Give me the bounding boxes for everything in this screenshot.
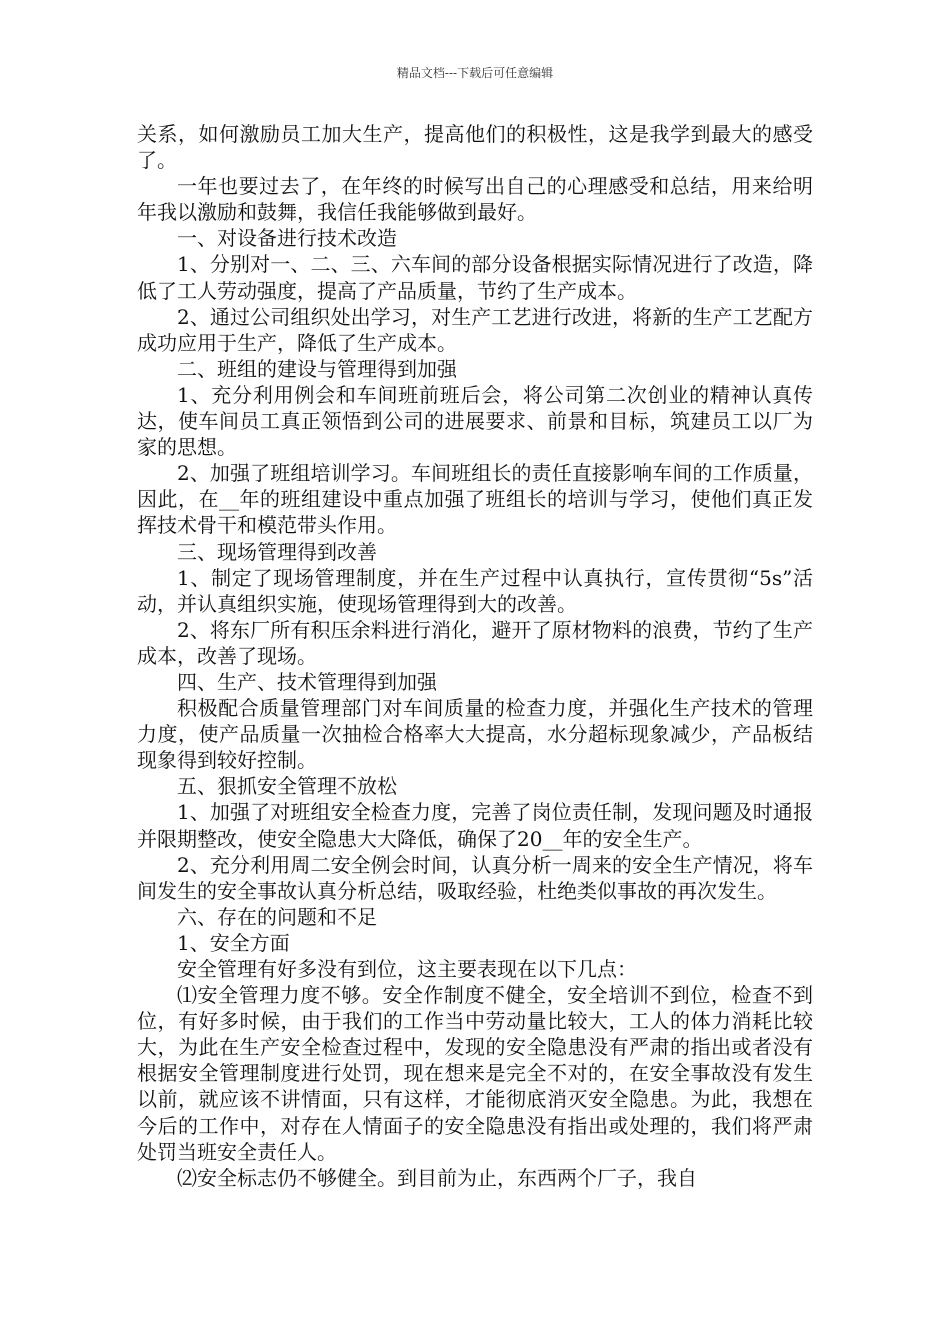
paragraph-intro: 一年也要过去了，在年终的时候写出自己的心理感受和总结，用来给明年我以激励和鼓舞，我信任我能够做到最好。	[137, 174, 813, 225]
paragraph: 安全管理有好多没有到位，这主要表现在以下几点：	[177, 957, 637, 981]
subsection-heading: 1、安全方面	[177, 930, 290, 955]
section-heading-2: 二、班组的建设与管理得到加强	[177, 356, 457, 381]
section-heading-4: 四、生产、技术管理得到加强	[177, 669, 437, 694]
paragraph: 积极配合质量管理部门对车间质量的检查力度，并强化生产技术的管理力度，使产品质量一次抽检合格率大大提高，水分超标现象减少，产品板结现象得到较好控制。	[137, 696, 813, 773]
section-heading-5: 五、狠抓安全管理不放松	[177, 774, 397, 799]
section-heading-1: 一、对设备进行技术改造	[177, 226, 397, 251]
section-heading-3: 三、现场管理得到改善	[177, 539, 377, 564]
paragraph: ⑴安全管理力度不够。安全作制度不健全，安全培训不到位，检查不到位，有好多时候，由于我们的工作当中劳动量比较大，工人的体力消耗比较大，为此在生产安全检查过程中，发现的安全隐患没有严肃的指出或者没有根据安全管理制度进行处罚，现在想来是完全不对的，在安全事故没有发生以前，就应该不讲情面，只有这样，才能彻底消灭安全隐患。为此，我想在今后的工作中，对存在人情面子的安全隐患没有指出或处理的，我们将严肃处罚当班安全责任人。	[137, 983, 813, 1164]
paragraph-truncated: ⑵安全标志仍不够健全。到目前为止，东西两个厂子，我自	[177, 1165, 697, 1190]
paragraph: 2、将东厂所有积压余料进行消化，避开了原材物料的浪费，节约了生产成本，改善了现场。	[137, 617, 813, 668]
paragraph: 2、充分利用周二安全例会时间，认真分析一周来的安全生产情况，将车间发生的安全事故认真分析总结，吸取经验，杜绝类似事故的再次发生。	[137, 852, 813, 903]
page-header: 精品文档---下载后可任意编辑	[396, 66, 554, 80]
paragraph: 2、通过公司组织处出学习，对生产工艺进行改进，将新的生产工艺配方成功应用于生产，降低了生产成本。	[137, 304, 813, 355]
section-heading-6: 六、存在的问题和不足	[177, 904, 377, 929]
paragraph: 1、充分利用例会和车间班前班后会，将公司第二次创业的精神认真传达，使车间员工真正领悟到公司的进展要求、前景和目标，筑建员工以厂为家的思想。	[137, 382, 813, 460]
paragraph: 1、加强了对班组安全检查力度，完善了岗位责任制，发现问题及时通报并限期整改，使安全隐患大大降低，确保了20__年的安全生产。	[137, 800, 813, 851]
paragraph: 1、制定了现场管理制度，并在生产过程中认真执行，宣传贯彻“5s”活动，并认真组织实施，使现场管理得到大的改善。	[137, 565, 813, 616]
document-body	[137, 121, 813, 1191]
paragraph-continuation: 关系，如何激励员工加大生产，提高他们的积极性，这是我学到最大的感受了。	[137, 122, 813, 173]
paragraph: 1、分别对一、二、三、六车间的部分设备根据实际情况进行了改造，降低了工人劳动强度，提高了产品质量，节约了生产成本。	[137, 252, 813, 303]
paragraph: 2、加强了班组培训学习。车间班组长的责任直接影响车间的工作质量，因此，在__年的班组建设中重点加强了班组长的培训与学习，使他们真正发挥技术骨干和模范带头作用。	[137, 461, 813, 538]
